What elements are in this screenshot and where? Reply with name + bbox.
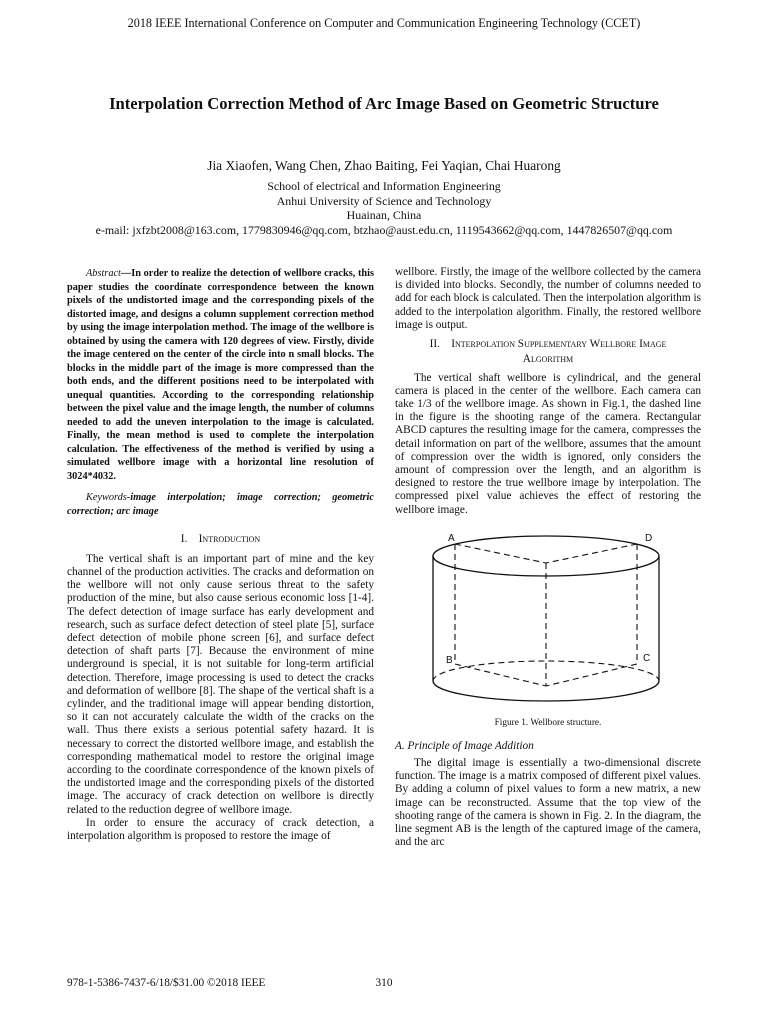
section-number: II.	[429, 338, 440, 351]
affiliation-block	[0, 179, 768, 237]
keywords-lead: Keywords-	[86, 492, 131, 503]
section-heading-algorithm	[395, 337, 701, 367]
keywords-text: image interpolation; image correction; geometric correction; arc image	[67, 492, 374, 517]
label-d: D	[645, 532, 653, 544]
affiliation-school: School of electrical and Information Engineering	[267, 179, 501, 193]
right-column	[395, 266, 701, 849]
section-heading-introduction	[67, 532, 374, 547]
affiliation-location: Huainan, China	[346, 208, 422, 223]
top-left-diagonal	[455, 544, 546, 563]
paragraph-continued: wellbore. Firstly, the image of the wellbore collected by the camera is divided into blocks. Secondly, the number of columns needed to add for each block is calculated. Then the interpolation algorithm is added to the interpolation algorithm. Finally, the restored wellbore image is output.	[395, 266, 701, 331]
wellbore-structure-diagram	[425, 531, 665, 713]
subsection-heading: A. Principle of Image Addition	[395, 739, 534, 752]
figure-1	[395, 531, 701, 729]
paper-title: Interpolation Correction Method of Arc Image Based on Geometric Structure	[109, 94, 659, 113]
section-number: I.	[180, 533, 188, 545]
section-title-line1: Interpolation Supplementary Wellbore Image	[451, 338, 667, 351]
keywords	[67, 491, 374, 518]
label-b: B	[446, 654, 453, 666]
top-right-diagonal	[546, 544, 637, 563]
bottom-left-diagonal	[455, 664, 546, 686]
paragraph: The vertical shaft is an important part of mine and the key channel of the production activities. The cracks and deformation on the wellbore will not only cause serious threat to the safety production of the mine, but also cause serious economic loss [1-4]. The defect detection of image surface has early development and research, such as surface defect detection of steel plate [5], surface defect detection of mobile phone screen [6], and surface defect detection of shaft parts [7]. Because the environment of mine underground is special, it is not suitable for long-term artificial detection. Therefore, image processing is used to detect the cracks and deformation of wellbore [8]. The shape of the vertical shaft is a cylinder, and the traditional image will appear bending distortion, so it can not accurately calculate the width of the cracks on the wall. Thus there exists a serious potential safety hazard. It is necessary to correct the distorted wellbore image, and establish the corresponding mathematical model to restore the original image according to the coordinate correspondence of the known pixels of the undistorted image and the corresponding pixels of the distorted image. The accuracy of crack detection on wellbore is directly related to the reduction degree of wellbore image.	[67, 552, 374, 816]
section-title-line2: Algorithm	[522, 352, 574, 365]
left-column	[67, 267, 374, 843]
paragraph: In order to ensure the accuracy of crack detection, a interpolation algorithm is proposed to restore the image of	[67, 816, 374, 843]
paragraph: The vertical shaft wellbore is cylindrical, and the general camera is placed in the center of the wellbore. Each camera can take 1/3 of the wellbore image. As shown in Fig.1, the dashed line in the figure is the shooting range of the camera. Rectangular ABCD captures the resulting image for the camera, compresses the detail information on part of the wellbore, assumes that the amount of compression over the width is ignored, only considers the amount of compression over the length, and an algorithm is designed to restore the true wellbore image by interpolation. The compressed pixel value achieves the effect of restoring the wellbore image.	[395, 371, 701, 516]
abstract	[67, 267, 374, 483]
author-list: Jia Xiaofen, Wang Chen, Zhao Baiting, Fei Yaqian, Chai Huarong	[207, 158, 561, 173]
page-number: 310	[375, 977, 393, 989]
figure-caption: Figure 1. Wellbore structure.	[494, 717, 602, 728]
section-title: Introduction	[198, 533, 261, 545]
affiliation-university: Anhui University of Science and Technology	[276, 193, 492, 208]
abstract-text: —In order to realize the detection of wellbore cracks, this paper studies the coordinate correspondence between the known pixels of the undistorted image and the corresponding pixels of the distorted image, and designs a column supplement correction method by using the image interpolation method. The image of the wellbore is obtained by using the camera with 120 degrees of view. Firstly, divide the image centered on the center of the circle into n small blocks. The blocks in the middle part of the image is more compressed than the both ends, and the different positions need to be interpolated with unequal quantities. According to the corresponding relationship between the pixel value and the image length, the number of columns needed to add the uneven interpolation to the image is calculated. Finally, the mean method is used to complete the interpolation calculation. The effectiveness of the method is verified by using a simulated wellbore image with a horizontal line resolution of 3024*4032.	[67, 268, 374, 482]
footer-isbn: 978-1-5386-7437-6/18/$31.00 ©2018 IEEE	[67, 977, 266, 989]
label-c: C	[643, 652, 651, 664]
conference-header: 2018 IEEE International Conference on Computer and Communication Engineering Technology (CCET)	[127, 16, 641, 30]
paragraph: The digital image is essentially a two-dimensional discrete function. The image is a matrix composed of different pixel values. By adding a column of pixel values to form a new matrix, a new image can be reconstructed. Assume that the top view of the shooting range of the camera is shown in Fig. 2. In the diagram, the line segment AB is the length of the captured image of the camera, and the arc	[395, 757, 701, 849]
abstract-lead: Abstract	[86, 268, 121, 279]
cylinder-top-ellipse	[433, 536, 659, 576]
bottom-right-diagonal	[546, 664, 637, 686]
label-a: A	[448, 532, 455, 544]
author-emails: e-mail: jxfzbt2008@163.com, 1779830946@qq.com, btzhao@aust.edu.cn, 1119543662@qq.com, 1447826507@qq.com	[95, 222, 673, 237]
